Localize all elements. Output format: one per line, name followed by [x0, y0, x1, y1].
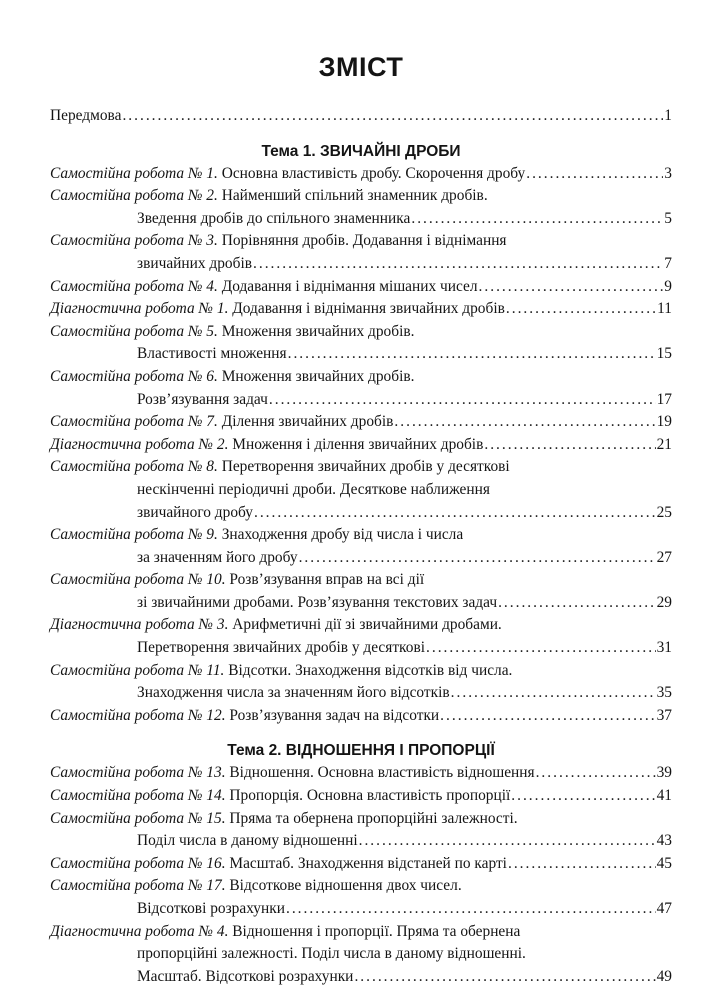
work-label: Самостійна робота № 13. — [50, 764, 226, 782]
entry-text: Відсоткове відношення двох чисел. — [229, 877, 462, 895]
entry-text: звичайних дробів — [137, 254, 253, 272]
toc-line — [50, 762, 672, 785]
dot-leader — [411, 208, 663, 231]
entry-text: за значенням його дробу — [137, 548, 298, 566]
toc-entry[interactable] — [50, 705, 672, 728]
section-title: Тема 1. ЗВИЧАЙНІ ДРОБИ — [261, 142, 461, 160]
page-number: 35 — [656, 684, 672, 702]
toc-line — [50, 705, 672, 728]
work-label: Самостійна робота № 15. — [50, 809, 226, 827]
entry-text: Ділення звичайних дробів — [221, 413, 394, 431]
entry-text: пропорційні залежності. Поділ числа в даному відношенні. — [137, 945, 526, 963]
entry-text: Додавання і віднімання звичайних дробів — [232, 300, 505, 318]
dot-leader — [498, 592, 656, 615]
page-number: 1 — [664, 107, 672, 124]
entry-text: Масштаб. Відсоткові розрахунки — [137, 967, 354, 985]
dot-leader — [440, 705, 655, 728]
work-label: Діагностична робота № 2. — [50, 435, 229, 453]
entry-text: Розв’язування задач — [137, 390, 268, 408]
toc-entry[interactable] — [50, 785, 672, 808]
entry-text: Додавання і віднімання мішаних чисел — [221, 277, 478, 295]
entry-text: Відношення і пропорції. Пряма та обернена — [232, 922, 521, 940]
dot-leader — [484, 434, 655, 457]
dot-leader — [269, 389, 656, 412]
page-number: 19 — [656, 413, 672, 431]
work-label: Самостійна робота № 4. — [50, 277, 218, 295]
toc-entry[interactable] — [50, 524, 672, 569]
work-label: Самостійна робота № 1. — [50, 164, 218, 182]
entry-text: Перетворення звичайних дробів у десяткові — [137, 639, 425, 657]
toc-line — [50, 830, 672, 853]
page-number: 15 — [656, 345, 672, 363]
toc-line — [50, 943, 672, 966]
toc-line — [50, 785, 672, 808]
work-label: Самостійна робота № 8. — [50, 458, 218, 476]
dot-leader — [451, 682, 656, 705]
page-number: 17 — [656, 390, 672, 408]
dot-leader — [394, 411, 655, 434]
toc-line — [50, 434, 672, 457]
entry-text: Відсотки. Знаходження відсотків від числа. — [228, 661, 513, 679]
toc-line — [50, 660, 672, 683]
toc-line — [50, 524, 672, 547]
entry-text: Знаходження числа за значенням його відсотків — [137, 684, 450, 702]
toc-line — [50, 411, 672, 434]
dot-leader — [299, 547, 656, 570]
entry-text: Пряма та обернена пропорційні залежності. — [229, 809, 518, 827]
dot-leader — [286, 898, 656, 921]
page-number: 25 — [656, 503, 672, 521]
toc-line — [50, 253, 672, 276]
toc-entry[interactable] — [50, 921, 672, 988]
toc-entry[interactable] — [50, 808, 672, 853]
entry-text: Знаходження дробу від числа і числа — [221, 526, 464, 544]
toc-line — [50, 966, 672, 988]
page-number: 45 — [656, 854, 672, 872]
toc-line — [50, 614, 672, 637]
work-label: Самостійна робота № 9. — [50, 526, 218, 544]
page-number: 29 — [656, 593, 672, 611]
entry-text: Зведення дробів до спільного знаменника — [137, 209, 411, 227]
page-number: 11 — [657, 300, 672, 318]
dot-leader — [479, 276, 664, 299]
page-number: 27 — [656, 548, 672, 566]
toc-line — [50, 389, 672, 412]
toc-entry[interactable] — [50, 853, 672, 876]
toc-entry[interactable] — [50, 411, 672, 434]
toc-line — [50, 105, 672, 128]
page-number: 3 — [664, 164, 672, 182]
toc-entry[interactable] — [50, 366, 672, 411]
entry-text: Основна властивість дробу. Скорочення дробу — [221, 164, 526, 182]
dot-leader — [526, 163, 663, 186]
entry-text: звичайного дробу — [137, 503, 253, 521]
toc-line — [50, 163, 672, 186]
toc-entry[interactable] — [50, 163, 672, 186]
work-label: Самостійна робота № 16. — [50, 854, 226, 872]
work-label: Самостійна робота № 11. — [50, 661, 225, 679]
entry-text: нескінченні періодичні дроби. Десяткове наближення — [137, 480, 490, 498]
toc-line — [50, 682, 672, 705]
toc-entry[interactable] — [50, 660, 672, 705]
toc-entry[interactable] — [50, 875, 672, 920]
toc-entry[interactable] — [50, 321, 672, 366]
page-number: 47 — [656, 900, 672, 917]
work-label: Діагностична робота № 1. — [50, 300, 229, 318]
dot-leader — [122, 105, 663, 128]
page-number: 49 — [656, 967, 672, 985]
page-number: 31 — [656, 639, 672, 657]
work-label: Самостійна робота № 3. — [50, 232, 218, 250]
toc-entry[interactable] — [50, 276, 672, 299]
work-label: Самостійна робота № 5. — [50, 322, 218, 340]
entry-text: Порівняння дробів. Додавання і віднімання — [221, 232, 507, 250]
toc-line — [50, 502, 672, 525]
toc-line — [50, 479, 672, 502]
entry-text: Відсоткові розрахунки — [137, 900, 285, 917]
toc-line — [50, 637, 672, 660]
toc-line — [50, 343, 672, 366]
page-number: 5 — [664, 209, 672, 227]
toc-line — [50, 230, 672, 253]
work-label: Діагностична робота № 3. — [50, 616, 229, 634]
entry-text: Множення звичайних дробів. — [221, 367, 415, 385]
entry-text: Масштаб. Знаходження відстаней по карті — [229, 854, 507, 872]
page-number: 41 — [656, 787, 672, 805]
page-number: 21 — [656, 435, 672, 453]
toc-entry[interactable] — [50, 434, 672, 457]
work-label: Самостійна робота № 14. — [50, 787, 226, 805]
work-label: Діагностична робота № 4. — [50, 922, 229, 940]
page-title: ЗМІСТ — [318, 52, 404, 82]
entry-text: Арифметичні дії зі звичайними дробами. — [232, 616, 502, 634]
toc-line — [50, 569, 672, 592]
dot-leader — [511, 785, 655, 808]
page-number: 7 — [664, 254, 672, 272]
work-label: Самостійна робота № 6. — [50, 367, 218, 385]
toc-line — [50, 366, 672, 389]
dot-leader — [359, 830, 656, 853]
toc-line — [50, 276, 672, 299]
dot-leader — [253, 253, 663, 276]
entry-text: Множення звичайних дробів. — [221, 322, 415, 340]
toc-entry[interactable] — [50, 298, 672, 321]
dot-leader — [506, 298, 656, 321]
entry-text: Поділ числа в даному відношенні — [137, 832, 358, 850]
toc-line — [50, 547, 672, 570]
toc-line — [50, 321, 672, 344]
dot-leader — [354, 966, 655, 988]
work-label: Самостійна робота № 12. — [50, 706, 226, 724]
toc-line — [50, 853, 672, 876]
entry-text: зі звичайними дробами. Розв’язування текстових задач — [137, 593, 498, 611]
entry-text: Пропорція. Основна властивість пропорції — [229, 787, 511, 805]
table-of-contents — [50, 141, 672, 988]
dot-leader — [536, 762, 656, 785]
toc-line — [50, 808, 672, 831]
toc-line — [50, 208, 672, 231]
toc-line — [50, 921, 672, 944]
entry-text: Перетворення звичайних дробів у десяткові — [221, 458, 510, 476]
work-label: Самостійна робота № 2. — [50, 187, 218, 205]
page-number: 9 — [664, 277, 672, 295]
work-label: Самостійна робота № 10. — [50, 571, 226, 589]
toc-line — [50, 875, 672, 898]
toc-line — [50, 456, 672, 479]
dot-leader — [426, 637, 656, 660]
toc-line — [50, 185, 672, 208]
dot-leader — [254, 502, 656, 525]
work-label: Самостійна робота № 7. — [50, 413, 218, 431]
toc-entry-intro[interactable] — [50, 105, 672, 128]
toc-line — [50, 592, 672, 615]
dot-leader — [288, 343, 656, 366]
toc-entry[interactable] — [50, 569, 672, 614]
toc-line — [50, 298, 672, 321]
toc-entry[interactable] — [50, 230, 672, 275]
page-number: 43 — [656, 832, 672, 850]
toc-entry[interactable] — [50, 456, 672, 524]
entry-text: Розв’язування задач на відсотки — [229, 706, 440, 724]
page-number: 37 — [656, 706, 672, 724]
toc-entry[interactable] — [50, 762, 672, 785]
page-number: 39 — [656, 764, 672, 782]
toc-line — [50, 898, 672, 921]
entry-text: Множення і ділення звичайних дробів — [232, 435, 484, 453]
entry-text: Найменший спільний знаменник дробів. — [221, 187, 488, 205]
dot-leader — [508, 853, 656, 876]
section-title: Тема 2. ВІДНОШЕННЯ І ПРОПОРЦІЇ — [227, 742, 495, 760]
entry-text: Відношення. Основна властивість відношення — [229, 764, 535, 782]
toc-entry[interactable] — [50, 185, 672, 230]
entry-text: Передмова — [50, 107, 122, 124]
entry-text: Властивості множення — [137, 345, 287, 363]
work-label: Самостійна робота № 17. — [50, 877, 226, 895]
toc-entry[interactable] — [50, 614, 672, 659]
entry-text: Розв’язування вправ на всі дії — [229, 571, 425, 589]
